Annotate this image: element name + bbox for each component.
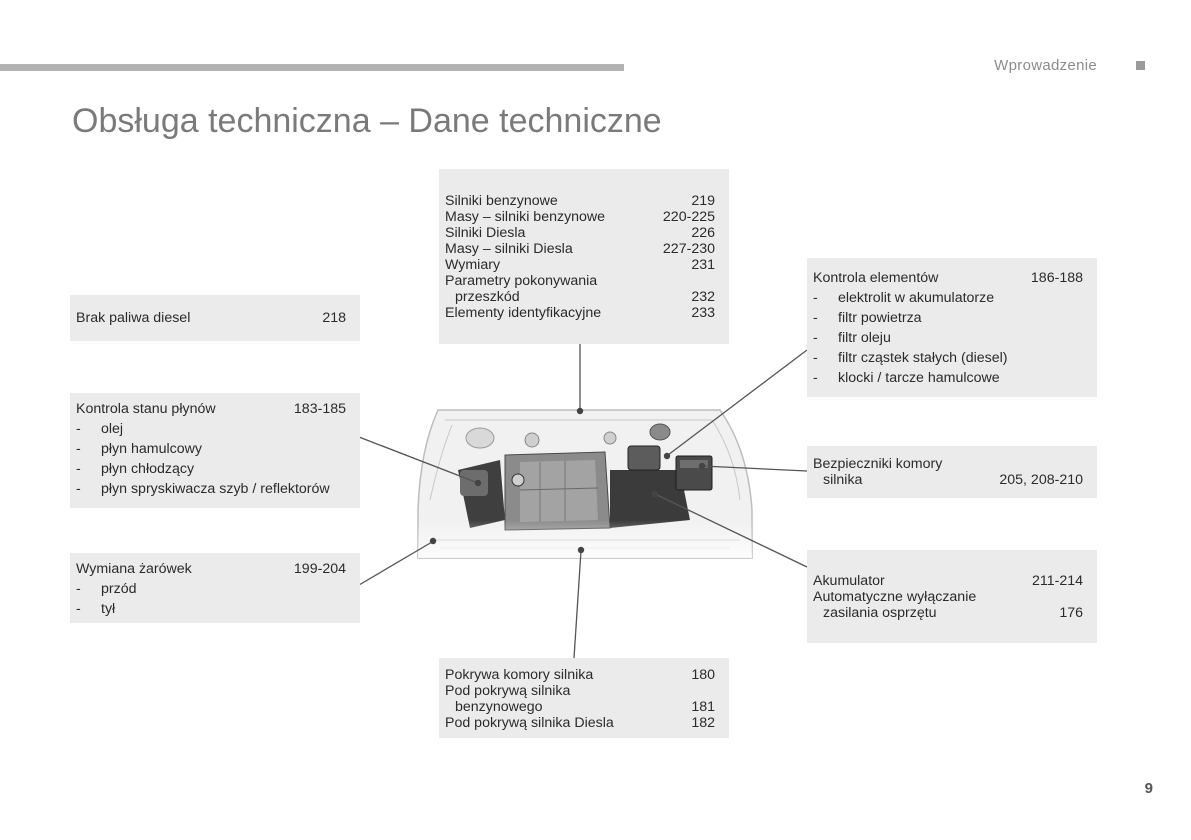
header-bar [0,64,624,71]
list-item: - olej [76,421,124,437]
list-item: - tył [76,601,116,617]
specs-row: Silniki Diesla 226 [445,225,715,241]
bulbs-box: Wymiana żarówek 199-204 - przód - tył [70,553,360,623]
list-item: - elektrolit w akumulatorze [813,290,995,306]
fuses-box: Bezpieczniki komory silnika 205, 208-210 [807,446,1097,498]
section-marker [1136,61,1145,70]
specs-row: Silniki benzynowe 219 [445,193,715,209]
components-check-box: Kontrola elementów 186-188 - elektrolit w akumulatorze - filtr powietrza - filtr oleju - filtr cząstek stałych (diesel) - klocki / tarcze hamulcowe [807,258,1097,397]
list-item: - płyn chłodzący [76,461,195,477]
list-item: - filtr powietrza [813,310,922,326]
specs-row: Wymiary 231 [445,257,715,273]
specs-row: przeszkód 232 [455,289,715,305]
engine-bay-illustration [418,410,752,558]
leader-lines [359,344,807,658]
fluids-box: Kontrola stanu płynów 183-185 - olej - płyn hamulcowy - płyn chłodzący - płyn spryskiwacza szyb / reflektorów [70,393,360,508]
list-item: - klocki / tarcze hamulcowe [813,370,1000,386]
page-title: Obsługa techniczna – Dane techniczne [72,102,662,140]
specs-row: Masy – silniki Diesla 227-230 [445,241,715,257]
specs-row: Parametry pokonywania [445,273,598,289]
leader-dots [430,408,705,553]
list-item: - płyn spryskiwacza szyb / reflektorów [76,481,330,497]
fuel-box: Brak paliwa diesel 218 [70,295,360,341]
specs-row: Elementy identyfikacyjne 233 [445,305,715,321]
list-item: - płyn hamulcowy [76,441,202,457]
specs-box [439,169,729,344]
list-item: - filtr cząstek stałych (diesel) [813,350,1008,366]
battery-box: Akumulator 211-214 Automatyczne wyłączanie zasilania osprzętu 176 [807,550,1097,643]
engine-cover-box: Pokrywa komory silnika 180 Pod pokrywą silnika benzynowego 181 Pod pokrywą silnika Diesla 182 [439,658,729,738]
section-title: Wprowadzenie [994,57,1097,74]
page-number: 9 [1144,780,1153,797]
specs-row: Masy – silniki benzynowe 220-225 [445,209,715,225]
list-item: - przód [76,581,137,597]
list-item: - filtr oleju [813,330,891,346]
